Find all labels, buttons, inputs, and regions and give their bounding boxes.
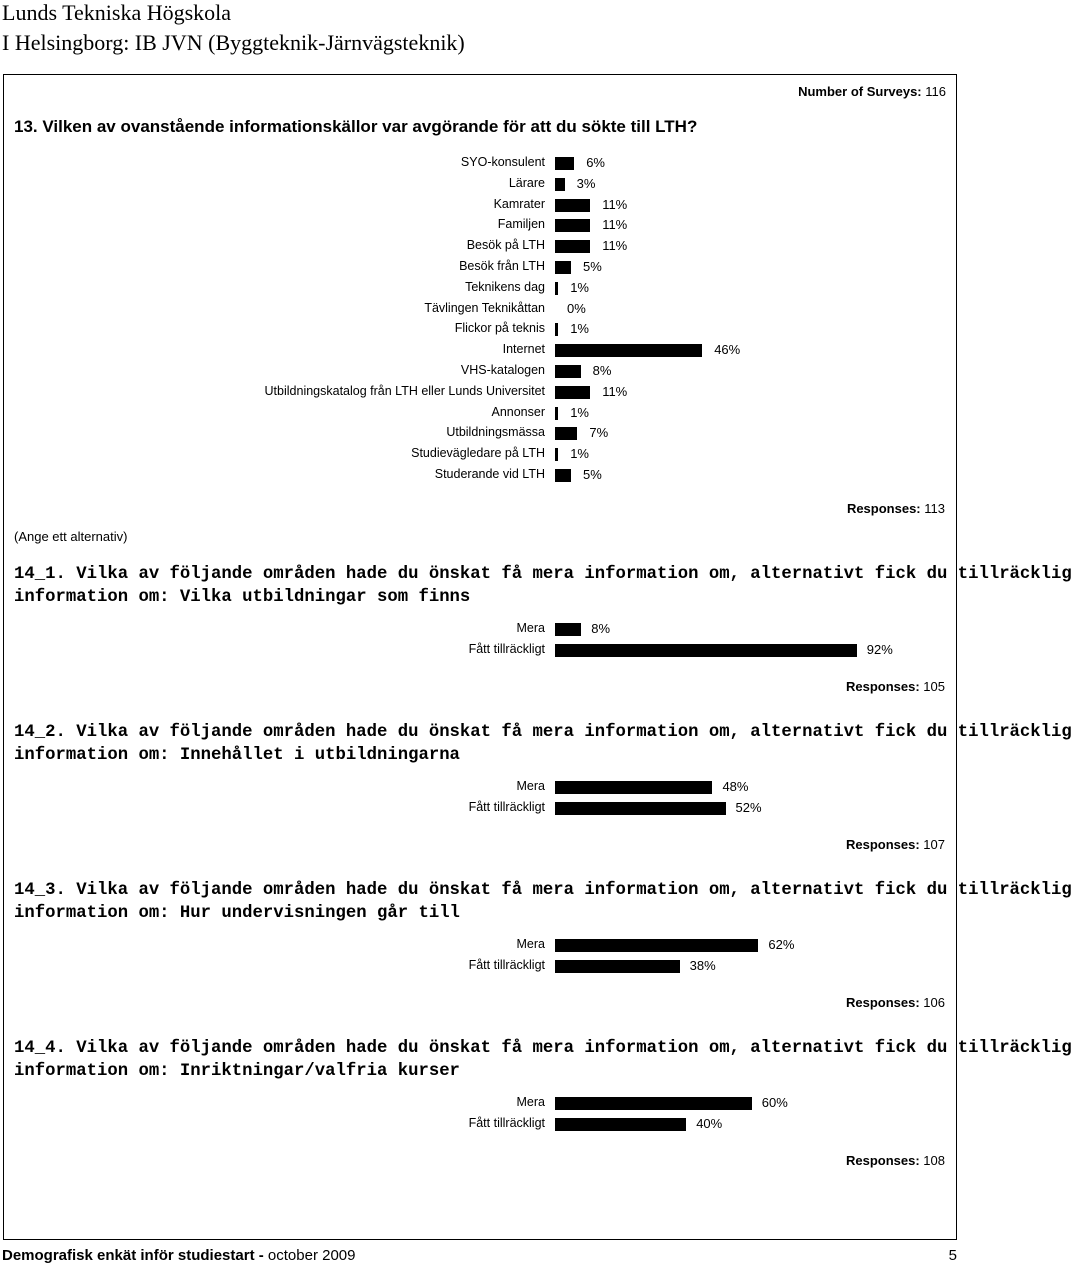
q14-responses — [846, 679, 945, 694]
q13-item-bar — [555, 448, 558, 461]
q13-item-value: 1% — [570, 404, 589, 420]
q13-item-bar — [555, 407, 558, 420]
footer-title: Demografisk enkät inför studiestart - — [2, 1247, 264, 1264]
q14-item-value: 92% — [866, 642, 893, 657]
q14-title-line2: information om: Innehållet i utbildningarna — [14, 746, 460, 765]
q14-item-bar — [555, 623, 581, 636]
q14-item-bar — [555, 1118, 686, 1131]
q13-item-label: Flickor på teknis — [454, 321, 545, 336]
q14-responses — [846, 995, 945, 1010]
q13-item-value: 1% — [570, 446, 589, 462]
q14-title-line2: information om: Vilka utbildningar som finns — [14, 588, 471, 607]
header-subtitle: I Helsingborg: IB JVN (Byggteknik-Järnvägsteknik) — [2, 30, 465, 55]
q14-item-label: Mera — [516, 937, 545, 951]
q13-item-value: 11% — [602, 238, 628, 254]
q14-item-label: Fått tillräckligt — [468, 958, 545, 972]
q13-item-bar — [555, 240, 590, 253]
q13-item-label: Besök på LTH — [466, 238, 545, 253]
q13-note: (Ange ett alternativ) — [14, 529, 128, 544]
q13-item-value: 1% — [570, 321, 589, 337]
q13-item-label: Teknikens dag — [465, 279, 545, 294]
q14-item-label: Mera — [516, 621, 545, 635]
q13-item-label: Tävlingen Teknikåttan — [424, 300, 545, 315]
q14-responses — [846, 837, 945, 852]
q14-responses-label: Responses: — [845, 1153, 920, 1168]
q13-responses-value: 113 — [924, 501, 945, 516]
q13-item-bar — [555, 323, 558, 336]
q14-item-label: Fått tillräckligt — [468, 642, 545, 656]
surveys-label: Number of Surveys: — [798, 84, 922, 99]
q13-item-bar — [555, 219, 590, 232]
q14-responses-value: 105 — [923, 679, 945, 694]
q13-item-label: VHS-katalogen — [460, 363, 545, 377]
q14-item-value: 60% — [761, 1095, 788, 1110]
q13-item-value: 5% — [583, 259, 602, 274]
q13-item-label: Studerande vid LTH — [434, 467, 545, 481]
q14-item-value: 40% — [696, 1116, 723, 1131]
footer-date: october 2009 — [267, 1247, 356, 1264]
q14-responses-label: Responses: — [845, 837, 920, 852]
q14-item-label: Fått tillräckligt — [468, 800, 545, 814]
survey-frame — [3, 74, 1072, 1240]
q13-item-bar — [555, 282, 558, 295]
q14-responses-value: 107 — [923, 837, 945, 852]
q13-item-label: Annonser — [491, 404, 545, 419]
q14-item-label: Mera — [516, 1095, 545, 1109]
q13-item-label: Studievägledare på LTH — [411, 446, 545, 461]
q13-item-bar — [555, 199, 590, 212]
q14-title-line1: 14_3. Vilka av följande områden hade du önskat få mera information om, alternativt fick du tillräcklig — [14, 881, 1072, 900]
q14-item-bar — [555, 939, 758, 952]
q14-responses — [846, 1153, 945, 1168]
q14-title-line2: information om: Inriktningar/valfria kurser — [14, 1062, 460, 1081]
q14-item-bar — [555, 644, 857, 657]
q13-title: 13. Vilken av ovanstående informationskällor var avgörande för att du sökte till LTH? — [14, 117, 698, 136]
q14-responses-value: 106 — [923, 995, 945, 1010]
q14-title-line1: 14_1. Vilka av följande områden hade du önskat få mera information om, alternativt fick du tillräcklig — [14, 565, 1072, 584]
q13-item-value: 11% — [602, 217, 628, 233]
page-number: 5 — [948, 1247, 957, 1264]
q14-responses-label: Responses: — [845, 679, 920, 694]
q13-responses-label: Responses: — [846, 501, 921, 516]
q14-item-value: 8% — [591, 621, 611, 636]
q13-item-value: 11% — [602, 196, 628, 212]
q13-item-label: Utbildningskatalog från LTH eller Lunds Universitet — [264, 383, 545, 398]
q13-responses — [847, 501, 945, 516]
q13-item-value: 3% — [576, 175, 596, 191]
q14-item-bar — [555, 781, 712, 794]
q14-item-value: 62% — [768, 937, 795, 952]
q14-responses-value: 108 — [923, 1153, 945, 1168]
q14-item-value: 52% — [735, 800, 762, 815]
q13-item-value: 5% — [583, 467, 602, 482]
q14-title-line2: information om: Hur undervisningen går till — [14, 904, 460, 923]
q13-item-value: 8% — [592, 363, 612, 378]
q13-item-bar — [555, 261, 571, 274]
q13-item-bar — [555, 469, 571, 482]
footer — [2, 1247, 355, 1264]
q14-item-value: 48% — [722, 779, 749, 794]
q13-item-value: 11% — [602, 383, 628, 399]
header-title: Lunds Tekniska Högskola — [2, 0, 232, 25]
surveys-count — [798, 84, 946, 99]
q13-item-value: 0% — [567, 300, 586, 316]
q14-title-line1: 14_2. Vilka av följande områden hade du önskat få mera information om, alternativt fick du tillräcklig — [14, 723, 1072, 742]
q14-item-label: Fått tillräckligt — [468, 1116, 545, 1130]
q13-item-value: 1% — [570, 279, 589, 295]
q13-item-value: 6% — [586, 155, 605, 170]
q13-item-bar — [555, 386, 590, 399]
q13-item-label: Lärare — [508, 175, 545, 190]
q13-item-label: SYO-konsulent — [460, 155, 545, 169]
q13-item-label: Kamrater — [493, 196, 545, 211]
q13-item-bar — [555, 178, 565, 191]
q13-item-bar — [555, 344, 702, 357]
q13-item-bar — [555, 427, 577, 440]
q13-item-bar — [555, 157, 574, 170]
surveys-value: 116 — [925, 84, 946, 99]
q14-item-bar — [555, 1097, 752, 1110]
q13-item-label: Familjen — [497, 217, 545, 232]
q13-item-label: Besök från LTH — [459, 259, 545, 273]
q14-responses-label: Responses: — [845, 995, 920, 1010]
q13-item-value: 7% — [589, 425, 609, 441]
q14-title-line1: 14_4. Vilka av följande områden hade du önskat få mera information om, alternativt fick du tillräcklig — [14, 1039, 1072, 1058]
q14-item-bar — [555, 802, 726, 815]
q13-item-value: 46% — [714, 342, 741, 358]
q13-item-bar — [555, 365, 581, 378]
q13-item-label: Utbildningsmässa — [446, 425, 545, 440]
q13-item-label: Internet — [502, 342, 545, 357]
q14-item-bar — [555, 960, 680, 973]
q14-item-value: 38% — [689, 958, 716, 973]
q14-item-label: Mera — [516, 779, 545, 793]
